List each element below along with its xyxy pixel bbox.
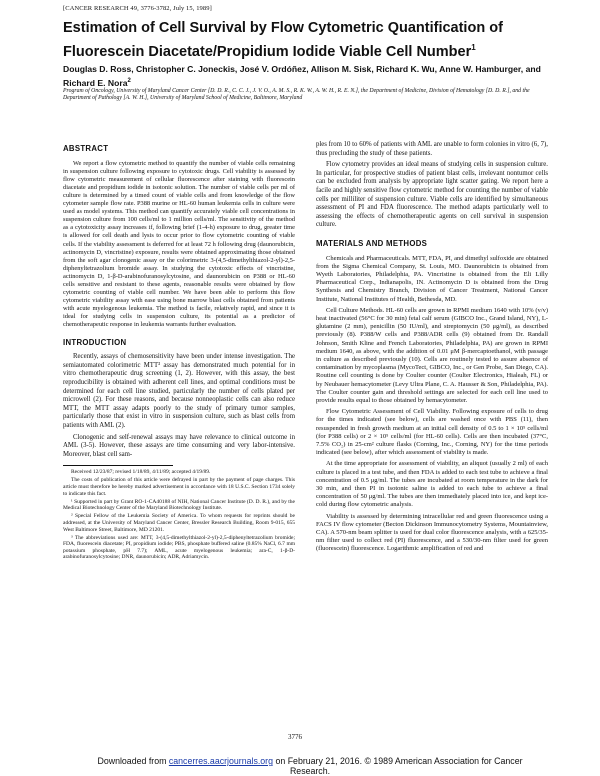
intro-paragraph-1: Recently, assays of chemosensitivity have been under intense investigation. The semiautomated colorimetric MTT³ assay has demonstrated much potential for in vitro chemotherapeutic drug screening (1, 2). However, with this assay, the best reproducibility is obtained with adherent cell lines, and optimal conditions must be determined for each cell line studied, particularly the number of cells plated per microwell (2). For these reasons, and because nonneoplastic cells can also reduce MTT, the MTT assay adapts poorly to the study of primary tumor samples, particularly those that exist in vitro in suspension culture, such as blast cells from patients with AML (2). [63,353,295,429]
methods-block [316,255,548,554]
title-footnote-mark: 1 [471,43,476,52]
download-prefix: Downloaded from [97,756,169,766]
authors-text: Douglas D. Ross, Christopher C. Joneckis, José V. Ordóñez, Allison M. Sisk, Richard K. Wu, Anne W. Hamburger, and Richard E. Nora [63,64,541,88]
left-column [63,141,295,563]
methods-viability: Viability is assessed by determining intracellular red and green fluorescence using a FACS IV flow cytometer (Becton Dickinson Immunocytometry Systems, Mountainview, CA). A 570-nm beam splitter is used for dual color fluorescence analysis, with a 625/35-nm filter used to collect red (PI) fluorescence, and a 530/30-nm filter used for green (fluorescein) fluorescence. Logarithmic amplification of red and [316,512,548,553]
footnote-abbreviations: ³ The abbreviations used are: MTT, 3-(4,5-dimethylthiazol-2-yl)-2,5-diphenyltetrazolium bromide; FDA, fluorescein diacetate; PI, propidium iodide; PBS, phosphate buffered saline (0.85% NaCl, 6.7 mm potassium phosphate, pH 7.7); AML, acute myelogenous leukemia; ara-C, 1-β-D-arabinofuranosylcytosine; DNR, daunorubicin; ADR, Adriamycin. [63,534,295,561]
footnote-costs: The costs of publication of this article were defrayed in part by the payment of page charges. This article must therefore be hereby marked advertisement in accordance with 18 U.S.C. Section 1734 solely to indicate this fact. [63,477,295,497]
methods-flow-cytometry: Flow Cytometric Assessment of Cell Viability. Following exposure of cells to drug for the times indicated (see below), cells are washed once with PBS (11), then resuspended in fresh growth medium at an initial cell density of 0.5 to 1 × 10⁵ cells/ml (for P388 cells) or 2 × 10⁵ cells/ml (for HL-60 cells). Cells are then incubated (37°C, 7.5% CO₂) in 25-cm² culture flasks (Corning, Inc., Corning, NY) for the time periods indicated (see below), after which assessment of viability is made. [316,408,548,457]
footnote-rule [63,465,173,466]
journal-link[interactable]: cancerres.aacrjournals.org [168,756,274,766]
introduction-heading: INTRODUCTION [63,337,127,347]
methods-heading: MATERIALS AND METHODS [316,238,428,248]
page-number: 3776 [288,733,302,741]
methods-cell-culture: Cell Culture Methods. HL-60 cells are grown in RPMI medium 1640 with 10% (v/v) heat inactivated (56°C for 30 min) fetal calf serum (GIBCO Inc., Grand Island, NY), L-glutamine (2 mm), penicillin (50 IU/ml), and streptomycin (50 μg/ml), as described previously (8). P388/W cells and P388/ADR cells (9) obtained from Dr. Randall Johnson, Smith Kline and French Laboratories, Philadelphia, PA) are grown in RPMI medium 1640, as above, with the addition of 0.01 μM β-mercaptoethanol, with passage in culture as described previously (10). Cells are routinely tested to assure absence of contamination by mycoplasma (MycoTect, GIBCO, Inc., or Gen Probe, San Diego, CA). Routine cell counting is done by Coulter counter (Coulter Electronics, Hialeah, FL) or by Neubauer hemacytometer (Levy Ultra Plane, C. A. Hausser & Son, Philadelphia, PA). The Coulter counter gain and threshold settings are selected for each cell line used to provide results equal to those obtained by hemacytometer. [316,306,548,404]
abstract-block [63,160,295,330]
title-text: Estimation of Cell Survival by Flow Cytometric Quantification of Fluorescein Diacetate/Propidium Iodide Viable Cell Number [63,20,503,60]
right-paragraph-2: Flow cytometry provides an ideal means of studying cells in suspension culture. In particular, for prospective studies of patient blast cells, irrelevant nontumor cells can be excluded from analysis by appropriate light scatter gating. We report here a facile and highly sensitive flow cytometric method for counting the number of viable cells per milliliter of suspension culture. Viable cells are identified by simultaneous assessment of PI and FDA fluorescence. The method adapts particularly well to assessing the effects of chemotherapeutic agents on cell survival in suspension culture. [316,161,548,229]
methods-chemicals: Chemicals and Pharmaceuticals. MTT, FDA, PI, and dimethyl sulfoxide are obtained from the Sigma Chemical Company, St. Louis, MO. Daunorubicin is obtained from Wyeth Laboratories, Philadelphia, PA. Vincristine is obtained from the Eli Lilly Pharmaceutical Corp., Indianapolis, IN. Actinomycin D is obtained from the Drug Synthesis and Chemistry Branch, Division of Cancer Treatment, National Cancer Institute, National Institutes of Health, Bethesda, MD. [316,254,548,303]
journal-header: [CANCER RESEARCH 49, 3776-3782, July 15, 1989] [63,5,212,12]
author-footnote-mark: 2 [127,78,131,84]
footnotes [63,469,295,561]
download-notice [90,756,530,776]
abstract-heading: ABSTRACT [63,144,109,153]
footnote-support: ¹ Supported in part by Grant RO-1-CA40188 of NIH, National Cancer Institute (D. D. R.), and by the Medical Biotechnology Center of the Maryland Biotechnology Institute. [63,498,295,512]
download-suffix: on February 21, 2016. © 1989 American Association for Cancer Research. [273,756,523,776]
affiliation: Program of Oncology, University of Maryland Cancer Center [D. D. R., C. C. J., J. V. O., A. M. S., R. K. W., A. W. H., R. E. N.], the Department of Medicine, Division of Hematology [D. D. R.], and the Department of Pathology [A. W. H.], University of Maryland School of Medicine, Baltimore, Maryland [63,88,530,102]
footnote-received: Received 12/23/87; revised 1/18/89, 4/11/89; accepted 4/19/89. [71,469,211,476]
intro-paragraph-2: Clonogenic and self-renewal assays may have relevance to clinical outcome in AML (3-5). However, these assays are time consuming and very labor-intensive. Moreover, blast cell sam- [63,433,295,458]
article-title [63,19,541,62]
footnote-reprints: ² Special Fellow of the Leukemia Society of America. To whom requests for reprints should be addressed, at the University of Maryland Cancer Center, Bressler Research Building, Room 9-015, 655 West Baltimore Street, Baltimore, MD 21201. [63,513,295,533]
methods-staining: At the time appropriate for assessment of viability, an aliquot (usually 2 ml) of each culture is placed in a test tube, and then FDA is added to each test tube to achieve a final concentration of 0.5 μg/ml. The tubes are incubated at room temperature in the dark for 30 min, and then PI in isotonic saline is added to each tube to achieve a final concentration of 50 μg/ml. The tubes are then immediately placed into ice, and kept ice-cold during flow cytometric analysis. [316,460,548,509]
right-paragraph-1: ples from 10 to 60% of patients with AML are unable to form colonies in vitro (6, 7), thus precluding the study of these patients. [316,141,548,157]
author-list [63,63,543,89]
abstract-text: We report a flow cytometric method to quantify the number of viable cells remaining in suspension culture following exposure to cytotoxic drugs. Cell viability is assessed by flow cytometric measurement of cellular fluorescence after staining with fluorescein diacetate and propidium iodide in isotonic solution. The number of viable cells per ml of culture is determined by a timed count of viable cells and from knowledge of the flow cytometer sample flow rate. P388 murine or HL-60 human leukemia cells in culture were used as model systems. This method can quantify accurately viable cell concentrations in suspension culture from 100 cells/ml to 1 million cells/ml. The sensitivity of the method as a cytotoxicity assay increases if, following brief (1-4-h) exposure to drug, greater time is allowed for cell death and lysis to occur prior to flow cytometric counting of viable cells. If the viability assessment is deferred for at least 72 h following drug (daunorubicin, actinomycin D, vincristine) exposure, results were obtained approximating those obtained from the soft agar clonogenic assay or the colorimetric 3-(4,5-dimethylthiazol-2-yl)-2,5-diphenyltetrazolium bromide assay. In studying the cytotoxic effects of vincristine, actinomycin D, 1-β-D-arabinofuranosylcytosine, and daunorubicin on P388 or HL-60 cells sensitive and resistant to these agents, reasonable results were obtained by flow cytometric counting of viable cell number. We have been able to perform this flow cytometric viability assay with ease using bone marrow blast cells obtained from patients with acute myelogenous leukemia. The method is facile, relatively rapid, and since it is ideal for studying cells in suspension culture, its potential as a predictor of chemotherapeutic response in leukemia warrants further evaluation. [63,159,295,329]
right-column [316,141,548,557]
